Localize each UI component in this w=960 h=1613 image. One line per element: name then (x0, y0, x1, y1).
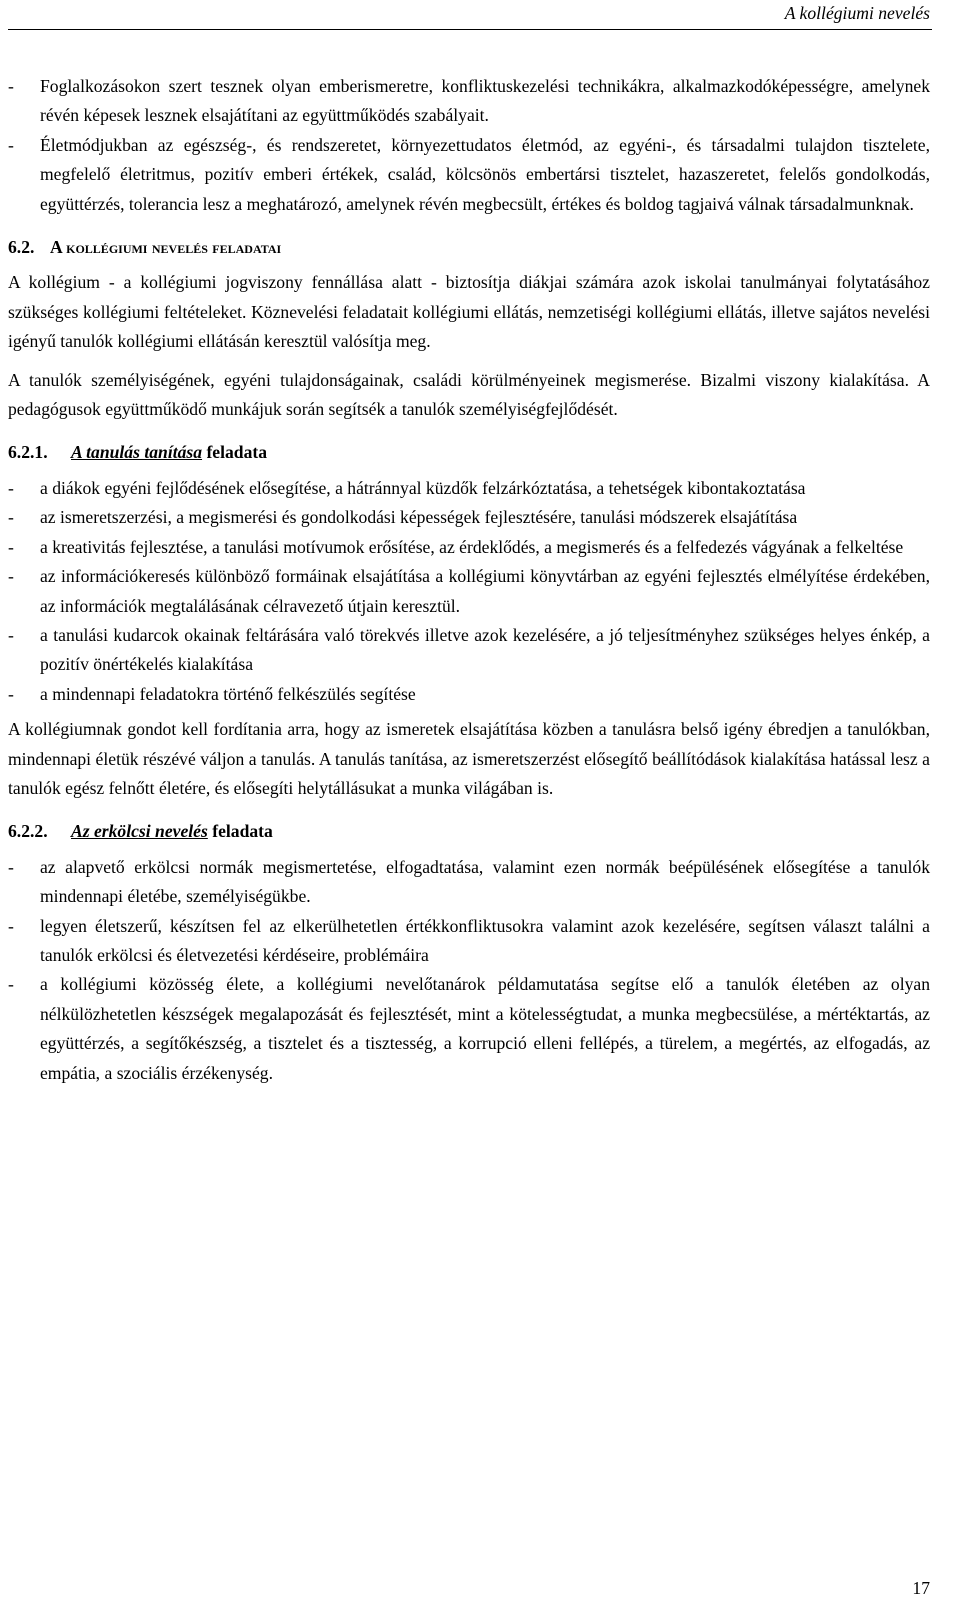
subsection-title-rest: feladata (202, 442, 268, 463)
list-item (8, 503, 930, 532)
list-item (8, 621, 930, 680)
subsection-title-emphasis: Az erkölcsi nevelés (71, 821, 208, 842)
running-header: A kollégiumi nevelés (784, 3, 930, 23)
list-item (8, 72, 930, 131)
list-dash: - (8, 915, 14, 936)
list-item-text: az alapvető erkölcsi normák megismertetése, elfogadtatása, valamint ezen normák beépülésének elősegítése a tanulók mindennapi életébe, személyiségükbe. (40, 856, 930, 907)
list-item (8, 680, 930, 709)
list-item-text: a kollégiumi közösség élete, a kollégiumi nevelőtanárok példamutatása segítse elő a tanulók életében az olyan nélkülözhetetlen készségek megalapozását és fejlesztését, mint a kötelességtudat, a munka megbecsülése, a mértéktartás, az együttérzés, a segítőkészség, a tisztelet és a tisztesség, a korrupció elleni fellépés, a türelem, a megértés, az elfogadás, az empátia, a szociális érzékenység. (40, 974, 930, 1083)
list-item (8, 474, 930, 503)
list-dash: - (8, 856, 14, 877)
page-number: 17 (912, 1578, 930, 1598)
subsection-heading (8, 817, 930, 846)
list-dash: - (8, 566, 14, 587)
subsection-title-emphasis: A tanulás tanítása (71, 442, 203, 463)
page-content (8, 72, 930, 1088)
list-dash: - (8, 683, 14, 704)
list-item-text: a diákok egyéni fejlődésének elősegítése, a hátránnyal küzdők felzárkóztatása, a tehetségek kibontakoztatása (40, 477, 806, 498)
list-dash: - (8, 76, 14, 96)
list-item (8, 131, 930, 219)
list-dash: - (8, 134, 14, 155)
subsection-title-rest: feladata (207, 821, 273, 842)
list-item (8, 970, 930, 1088)
list-item-text: legyen életszerű, készítsen fel az elkerülhetetlen értékkonfliktusokra valamint azok kezelésére, segítsen választ találni a tanulók erkölcsi és életvezetési kérdéseire, problémáira (40, 915, 930, 965)
list-dash: - (8, 624, 14, 645)
list-item-text: a tanulási kudarcok okainak feltárására való törekvés illetve azok kezelésére, a jó teljesítményhez szükséges helyes énkép, a pozitív önértékelés kialakítása (40, 624, 930, 675)
list-item-text: az információkeresés különböző formáinak elsajátítása a kollégiumi könyvtárban az egyéni fejlesztés elmélyítése érdekében, az információk megtalálásának célravezető útjain keresztül. (40, 566, 930, 616)
section-title: A kollégiumi nevelés feladatai (50, 237, 282, 258)
list-item (8, 533, 930, 562)
paragraph: A tanulók személyiségének, egyéni tulajdonságainak, családi körülményeinek megismerése. Bizalmi viszony kialakítása. A pedagógusok együttműködő munkájuk során segítsék a tanulók személyiségfejlődését. (8, 369, 930, 420)
list-item-text: a mindennapi feladatokra történő felkészülés segítése (40, 683, 416, 704)
list-dash: - (8, 477, 14, 498)
list-item (8, 912, 930, 971)
header-rule (8, 29, 932, 30)
paragraph: A kollégiumnak gondot kell fordítania arra, hogy az ismeretek elsajátítása közben a tanulásra belső igény ébredjen a tanulókban, mindennapi életük részévé váljon a tanulás. A tanulás tanítása, az ismeretszerzést elősegítő beállítódások kialakítása hatással lesz a tanulók egész felnőtt életére, és elősegíti helytállásukat a munka világában is. (8, 719, 930, 798)
list-item-text: Foglalkozásokon szert tesznek olyan emberismeretre, konfliktuskezelési technikákra, alkalmazkodóképességre, amelynek révén képesek lesznek elsajátítani az együttműködés szabályait. (40, 76, 930, 126)
list-dash: - (8, 507, 14, 528)
list-item-text: az ismeretszerzési, a megismerési és gondolkodási képességek fejlesztésére, tanulási módszerek elsajátítása (40, 507, 798, 528)
section-heading (8, 233, 930, 262)
list-item-text: Életmódjukban az egészség-, és rendszeretet, környezettudatos életmód, az egyéni-, és társadalmi tulajdon tisztelete, megfelelő életritmus, pozitív emberi értékek, család, kölcsönös embertársi tisztelet, hazaszeretet, felelős gondolkodás, együttérzés, tolerancia lesz a meghatározó, amelynek révén megbecsült, értékes és boldog tagjaivá válnak társadalmunknak. (40, 134, 930, 214)
paragraph: A kollégium - a kollégiumi jogviszony fennállása alatt - biztosítja diákjai számára azok iskolai tanulmányai folytatásához szükséges kollégiumi feltételeket. Köznevelési feladatait kollégiumi ellátás, nemzetiségi kollégiumi ellátás, illetve sajátos nevelési igényű tanulók kollégiumi ellátásán keresztül valósítja meg. (8, 272, 930, 352)
section-number: 6.2. (8, 237, 35, 258)
list-dash: - (8, 974, 14, 995)
list-dash: - (8, 536, 14, 557)
subsection-heading (8, 438, 930, 467)
subsection-number: 6.2.1. (8, 442, 48, 463)
subsection-number: 6.2.2. (8, 821, 48, 842)
list-item (8, 853, 930, 912)
list-item (8, 562, 930, 621)
list-item-text: a kreativitás fejlesztése, a tanulási motívumok erősítése, az érdeklődés, a megismerés és a felfedezés vágyának a felkeltése (40, 536, 904, 557)
